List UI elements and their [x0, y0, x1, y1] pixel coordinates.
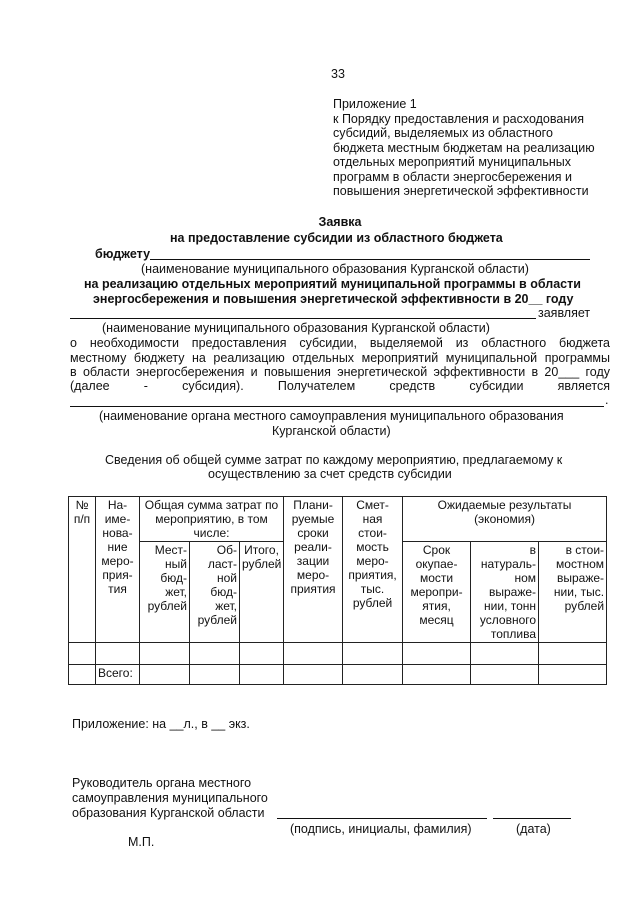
- header-name: На- име- нова- ние меро- прия- тия: [96, 497, 140, 643]
- stamp-place: М.П.: [128, 835, 155, 849]
- hint-body: Курганской области): [272, 424, 391, 438]
- total-label: Всего:: [96, 665, 140, 685]
- hint-body: (наименование органа местного самоуправления муниципального образования: [99, 409, 564, 423]
- header-payback: Срок окупае- мости меропри- ятия, месяц: [403, 542, 471, 643]
- header-estimate: Смет- ная стои- мость меро- приятия, тыс. рублей: [343, 497, 403, 643]
- period: .: [605, 393, 609, 407]
- header-total-cost: Общая сумма затрат по мероприятию, в том числе:: [140, 497, 284, 542]
- appendix-line: повышения энергетической эффективности: [333, 184, 589, 198]
- head-title: Руководитель органа местного: [72, 776, 252, 790]
- summary-line: Сведения об общей сумме затрат по каждому мероприятию, предлагаемому к: [105, 453, 563, 467]
- body-line: (далее - субсидия). Получателем средств субсидии является: [70, 379, 610, 393]
- header-cost-terms: в стои- мостном выраже- нии, тыс. рублей: [539, 542, 607, 643]
- signature-line: [277, 818, 487, 819]
- head-title: самоуправления муниципального: [72, 791, 268, 805]
- header-local-budget: Мест- ный бюд- жет, рублей: [140, 542, 190, 643]
- appendix-line: к Порядку предоставления и расходования: [333, 111, 584, 126]
- purpose-line: на реализацию отдельных мероприятий муниципальной программы в области: [84, 277, 581, 291]
- header-number: № п/п: [69, 497, 96, 643]
- appendix-line: отдельных мероприятий муниципальных: [333, 155, 571, 169]
- header-natural-terms: в натураль- ном выраже- нии, тонн условного топлива: [471, 542, 539, 643]
- purpose-line: энергосбережения и повышения энергетической эффективности в 20__ году: [93, 292, 574, 306]
- recipient-fill-line: [70, 406, 604, 407]
- date-line: [493, 818, 571, 819]
- appendix-line: бюджета местным бюджетам на реализацию: [333, 140, 595, 155]
- header-regional-budget: Об- ласт- ной бюд- жет, рублей: [190, 542, 240, 643]
- body-line: в области энергосбережения и повышения энергетической эффективности в 20___ году: [70, 365, 610, 379]
- appendix-line: программ в области энергосбережения и: [333, 169, 572, 184]
- budget-label: бюджету: [95, 247, 151, 261]
- appendix-block: [333, 97, 595, 199]
- form-title: Заявка: [318, 215, 362, 229]
- appendix-title: Приложение 1: [333, 97, 417, 111]
- header-expected-results: Ожидаемые результаты (экономия): [403, 497, 607, 542]
- budget-fill-line: [150, 259, 590, 260]
- hint-municipality: (наименование муниципального образования Курганской области): [102, 321, 490, 335]
- declares-text: заявляет: [538, 306, 591, 320]
- hint-municipality: (наименование муниципального образования Курганской области): [141, 262, 529, 276]
- appendix-line: субсидий, выделяемых из областного: [333, 126, 553, 140]
- form-subtitle: на предоставление субсидии из областного бюджета: [170, 231, 503, 245]
- header-planned-dates: Плани- руемые сроки реали- зации меро- приятия: [284, 497, 343, 643]
- table-total-row: [69, 665, 607, 685]
- body-line: о необходимости предоставления субсидии, выделяемой из областного бюджета: [70, 336, 610, 350]
- page-number: 33: [331, 67, 345, 81]
- expenses-table: [68, 496, 607, 685]
- signature-hint: (подпись, инициалы, фамилия): [290, 822, 472, 836]
- table-header-row: [69, 497, 607, 542]
- body-line: местному бюджету на реализацию отдельных мероприятий муниципальной программы: [70, 351, 610, 365]
- municipality-fill-line: [70, 318, 536, 319]
- table-row: [69, 643, 607, 665]
- summary-line: осуществлению за счет средств субсидии: [208, 467, 452, 481]
- date-hint: (дата): [516, 822, 551, 836]
- header-total-rub: Итого, рублей: [240, 542, 284, 643]
- attachment-line: Приложение: на __л., в __ экз.: [72, 717, 250, 731]
- head-title: образования Курганской области: [72, 806, 265, 820]
